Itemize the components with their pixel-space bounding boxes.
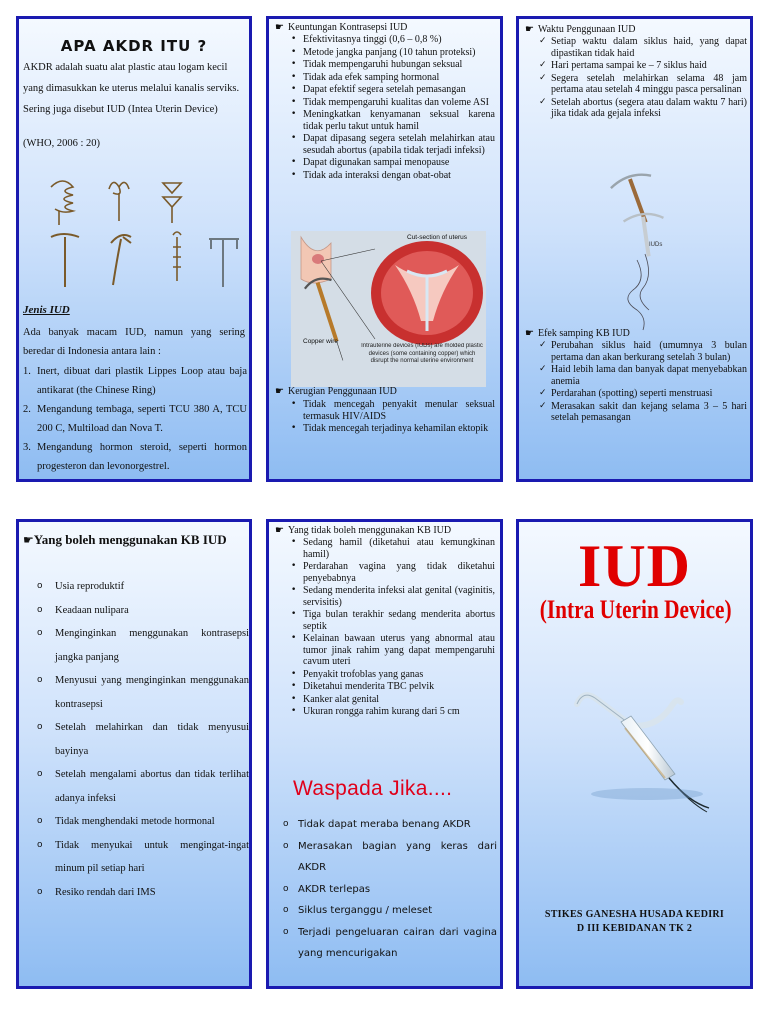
list-item: • Kanker alat genital [291,693,380,705]
panel-yang-tidak-boleh [266,519,503,989]
list-item: o Tidak dapat meraba benang AKDR [283,814,497,836]
list-item: • Tidak mempengaruhi hubungan seksual [291,59,463,70]
circle-bullet-icon: o [37,675,43,685]
check-icon: ✓ [539,388,547,398]
bullet-icon: • [291,706,297,716]
uterus-diagram-illustration [291,231,486,387]
cover-subtitle: (Intra Uterin Device) [539,595,732,624]
cover-title: IUD [577,533,691,599]
check-icon: ✓ [539,72,547,83]
list-item: • Tidak mencegah penyakit menular seksual termasuk HIV/AIDS [291,399,495,422]
bullet-icon: • [291,59,297,69]
list-item: o Resiko rendah dari IMS [37,881,249,905]
efek-samping-list [539,340,747,425]
list-item: • Kelainan bawaan uterus yang abnormal atau tumor jinak rahim yang dapat mempengaruhi cavum uteri [291,633,495,667]
list-item: o Setelah mengalami abortus dan tidak terlihat adanya infeksi [37,763,249,810]
panel-cover [516,519,753,989]
list-item: • Dapat efektif segera setelah pemasangan [291,84,466,95]
warning-title: Waspada Jika.... [293,777,453,800]
list-item: • Perdarahan vagina yang tidak diketahui penyebabnya [291,561,495,584]
list-item: • Tidak ada efek samping hormonal [291,71,440,83]
bullet-icon: • [291,96,297,107]
list-item: ✓ Perdarahan (spotting) seperti menstruasi [539,388,713,399]
bullet-icon: • [291,693,297,704]
section-heading: ☛ Yang tidak boleh menggunakan KB IUD [275,525,452,536]
circle-bullet-icon: o [37,722,43,732]
page-title: APA AKDR ITU ? [60,37,208,55]
source-citation: (WHO, 2006 : 20) [23,138,100,149]
bullet-icon: • [291,34,297,44]
panel-keuntungan [266,16,503,482]
list-item: 2. Mengandung tembaga, seperti TCU 380 A, TCU 200 C, Multiload dan Nova T. [23,404,247,434]
bullet-icon: • [291,84,297,94]
list-item: o Menyusui yang menginginkan menggunakan kontrasepsi [37,669,249,716]
list-item: • Efektivitasnya tinggi (0,6 – 0,8 %) [291,34,442,45]
circle-bullet-icon: o [37,604,43,615]
list-item: ✓ Perubahan siklus haid (umumnya 3 bulan pertama dan akan berkurang setelah 3 bulan) [539,340,747,363]
bullet-icon: • [291,681,297,691]
check-icon: ✓ [539,36,547,46]
list-item: o Merasakan bagian yang keras dari AKDR [283,836,497,879]
yang-boleh-list [37,575,249,904]
section-heading: ☛ Kerugian Penggunaan IUD [275,386,397,397]
circle-bullet-icon: o [37,581,43,591]
circle-bullet-icon: o [37,816,43,826]
panel-yang-boleh [16,519,252,989]
multiload-shape [109,182,129,221]
bullet-icon: • [291,71,297,82]
list-item: ✓ Setiap waktu dalam siklus haid, yang dapat dipastikan tidak haid [539,36,747,59]
list-item: o Keadaan nulipara [37,599,249,623]
list-item: • Sedang hamil (diketahui atau kemungkinan hamil) [291,537,495,560]
keuntungan-list [291,34,495,182]
list-item: 3. Mengandung hormon steroid, seperti hormon progesteron dan levonorgestrel. [23,442,247,472]
pointing-hand-icon: ☛ [525,24,534,35]
iud-photo-illustration [599,164,679,334]
check-icon: ✓ [539,364,547,374]
list-item: ✓ Segera setelah melahirkan selama 48 jam pertama atau setelah 4 minggu pasca persalinan [539,72,747,95]
list-item: • Meningkatkan kenyamanan seksual karena tidak perlu takut untuk hamil [291,109,495,132]
bullet-icon: • [291,157,297,167]
list-item: ✓ Hari pertama sampai ke – 7 siklus haid [539,60,707,71]
pointing-hand-icon: ☛ [275,22,284,33]
check-icon: ✓ [539,60,547,70]
list-item: 1. Inert, dibuat dari plastik Lippes Loop atau baja antikarat (the Chinese Ring) [23,366,247,396]
organization-name: STIKES GANESHA HUSADA KEDIRI D III KEBIDANAN TK 2 [544,909,725,934]
list-item: o Tidak menyukai untuk mengingat-ingat minum pil setiap hari [37,834,249,881]
circle-bullet-icon: o [283,883,289,894]
crosssection-label: Cut-section of uterus [407,234,467,241]
bullet-icon: • [291,46,297,57]
circle-bullet-icon: o [283,840,289,851]
circle-bullet-icon: o [37,769,43,779]
section-heading: ☛Yang boleh menggunakan KB IUD [23,532,227,547]
circle-bullet-icon: o [283,819,289,829]
list-item: • Tiga bulan terakhir sedang menderita abortus septik [291,609,495,632]
list-item: o Menginginkan menggunakan kontrasepsi jangka panjang [37,622,249,669]
iud-types-illustration [33,167,243,297]
lippes-loop-shape [51,181,73,212]
pointing-hand-icon: ☛ [525,328,534,339]
kerugian-list [291,399,495,436]
section-heading: ☛ Keuntungan Kontrasepsi IUD [275,22,408,33]
list-item: o Usia reproduktif [37,575,249,599]
iud-device-illustration [559,682,729,822]
list-item: • Tidak ada interaksi dengan obat-obat [291,169,451,181]
section-heading: ☛ Waktu Penggunaan IUD [525,24,636,35]
list-item: • Metode jangka panjang (10 tahun proteksi) [291,46,476,58]
circle-bullet-icon: o [37,886,43,897]
bullet-icon: • [291,133,297,143]
jenis-iud-title: Jenis IUD [23,304,70,316]
list-item: • Sedang menderita infeksi alat genital (vaginitis, servisitis) [291,585,495,608]
list-item: • Ukuran rongga rahim kurang dari 5 cm [291,706,460,717]
bullet-icon: • [291,399,297,409]
circle-bullet-icon: o [37,839,43,850]
list-item: ✓ Merasakan sakit dan kejang selama 3 – 5 hari setelah pemasangan [539,400,747,423]
bullet-icon: • [291,423,297,433]
bullet-icon: • [291,561,297,571]
circle-bullet-icon: o [37,628,43,638]
list-item: • Penyakit trofoblas yang ganas [291,668,424,680]
list-item: ✓ Setelah abortus (segera atau dalam waktu 7 hari) jika tidak ada gejala infeksi [539,96,747,119]
bullet-icon: • [291,537,297,547]
circle-bullet-icon: o [283,905,289,915]
list-item: o AKDR terlepas [283,879,497,901]
jenis-iud-list [23,362,247,476]
bullet-icon: • [291,668,297,679]
iuds-label: IUDs [649,242,663,248]
bullet-icon: • [291,109,297,119]
list-item: • Tidak mempengaruhi kualitas dan voleme ASI [291,96,489,108]
section-heading: ☛ Efek samping KB IUD [525,328,630,339]
list-item: • Dapat dipasang segera setelah melahirkan atau sesudah abortus (apabila tidak terjadi infeksi) [291,133,495,156]
waktu-list [539,36,747,121]
circle-bullet-icon: o [283,926,289,937]
check-icon: ✓ [539,400,547,411]
check-icon: ✓ [539,96,547,107]
list-item: ✓ Haid lebih lama dan banyak dapat menyebabkan anemia [539,364,747,387]
diagram-caption: Intrauterine devices (IUDs) are molded plastic devices (some containing copper) which disrupt the normal uterine environment [361,343,483,364]
pointing-hand-icon: ☛ [23,533,34,547]
bullet-icon: • [291,609,297,619]
panel-waktu-penggunaan [516,16,753,482]
copper-wire-label: Copper wire [303,338,339,345]
bullet-icon: • [291,585,297,595]
panel-apa-akdr [16,16,252,482]
bullet-icon: • [291,633,297,643]
jenis-iud-text: Ada banyak macam IUD, namun yang sering beredar di Indonesia antara lain : [23,327,245,357]
bullet-icon: • [291,169,297,180]
list-item: • Tidak mencegah terjadinya kehamilan ektopik [291,423,489,434]
yang-tidak-boleh-list [291,537,495,719]
pointing-hand-icon: ☛ [275,386,284,397]
warning-list [283,814,497,965]
pointing-hand-icon: ☛ [275,525,284,536]
intro-text: AKDR adalah suatu alat plastic atau logam kecil yang dimasukkan ke uterus melalui kanalis serviks. Sering juga disebut IUD (Intea Uterin Device) [23,62,240,115]
list-item: o Setelah melahirkan dan tidak menyusui bayinya [37,716,249,763]
list-item: • Diketahui menderita TBC pelvik [291,681,435,692]
coil-shape [163,183,181,223]
copper-t-shape [51,234,79,287]
list-item: • Dapat digunakan sampai menopause [291,157,450,168]
list-item: o Siklus terganggu / meleset [283,900,497,922]
list-item: o Tidak menghendaki metode hormonal [37,810,249,834]
check-icon: ✓ [539,340,547,350]
list-item: o Terjadi pengeluaran cairan dari vagina yang mencurigakan [283,922,497,965]
